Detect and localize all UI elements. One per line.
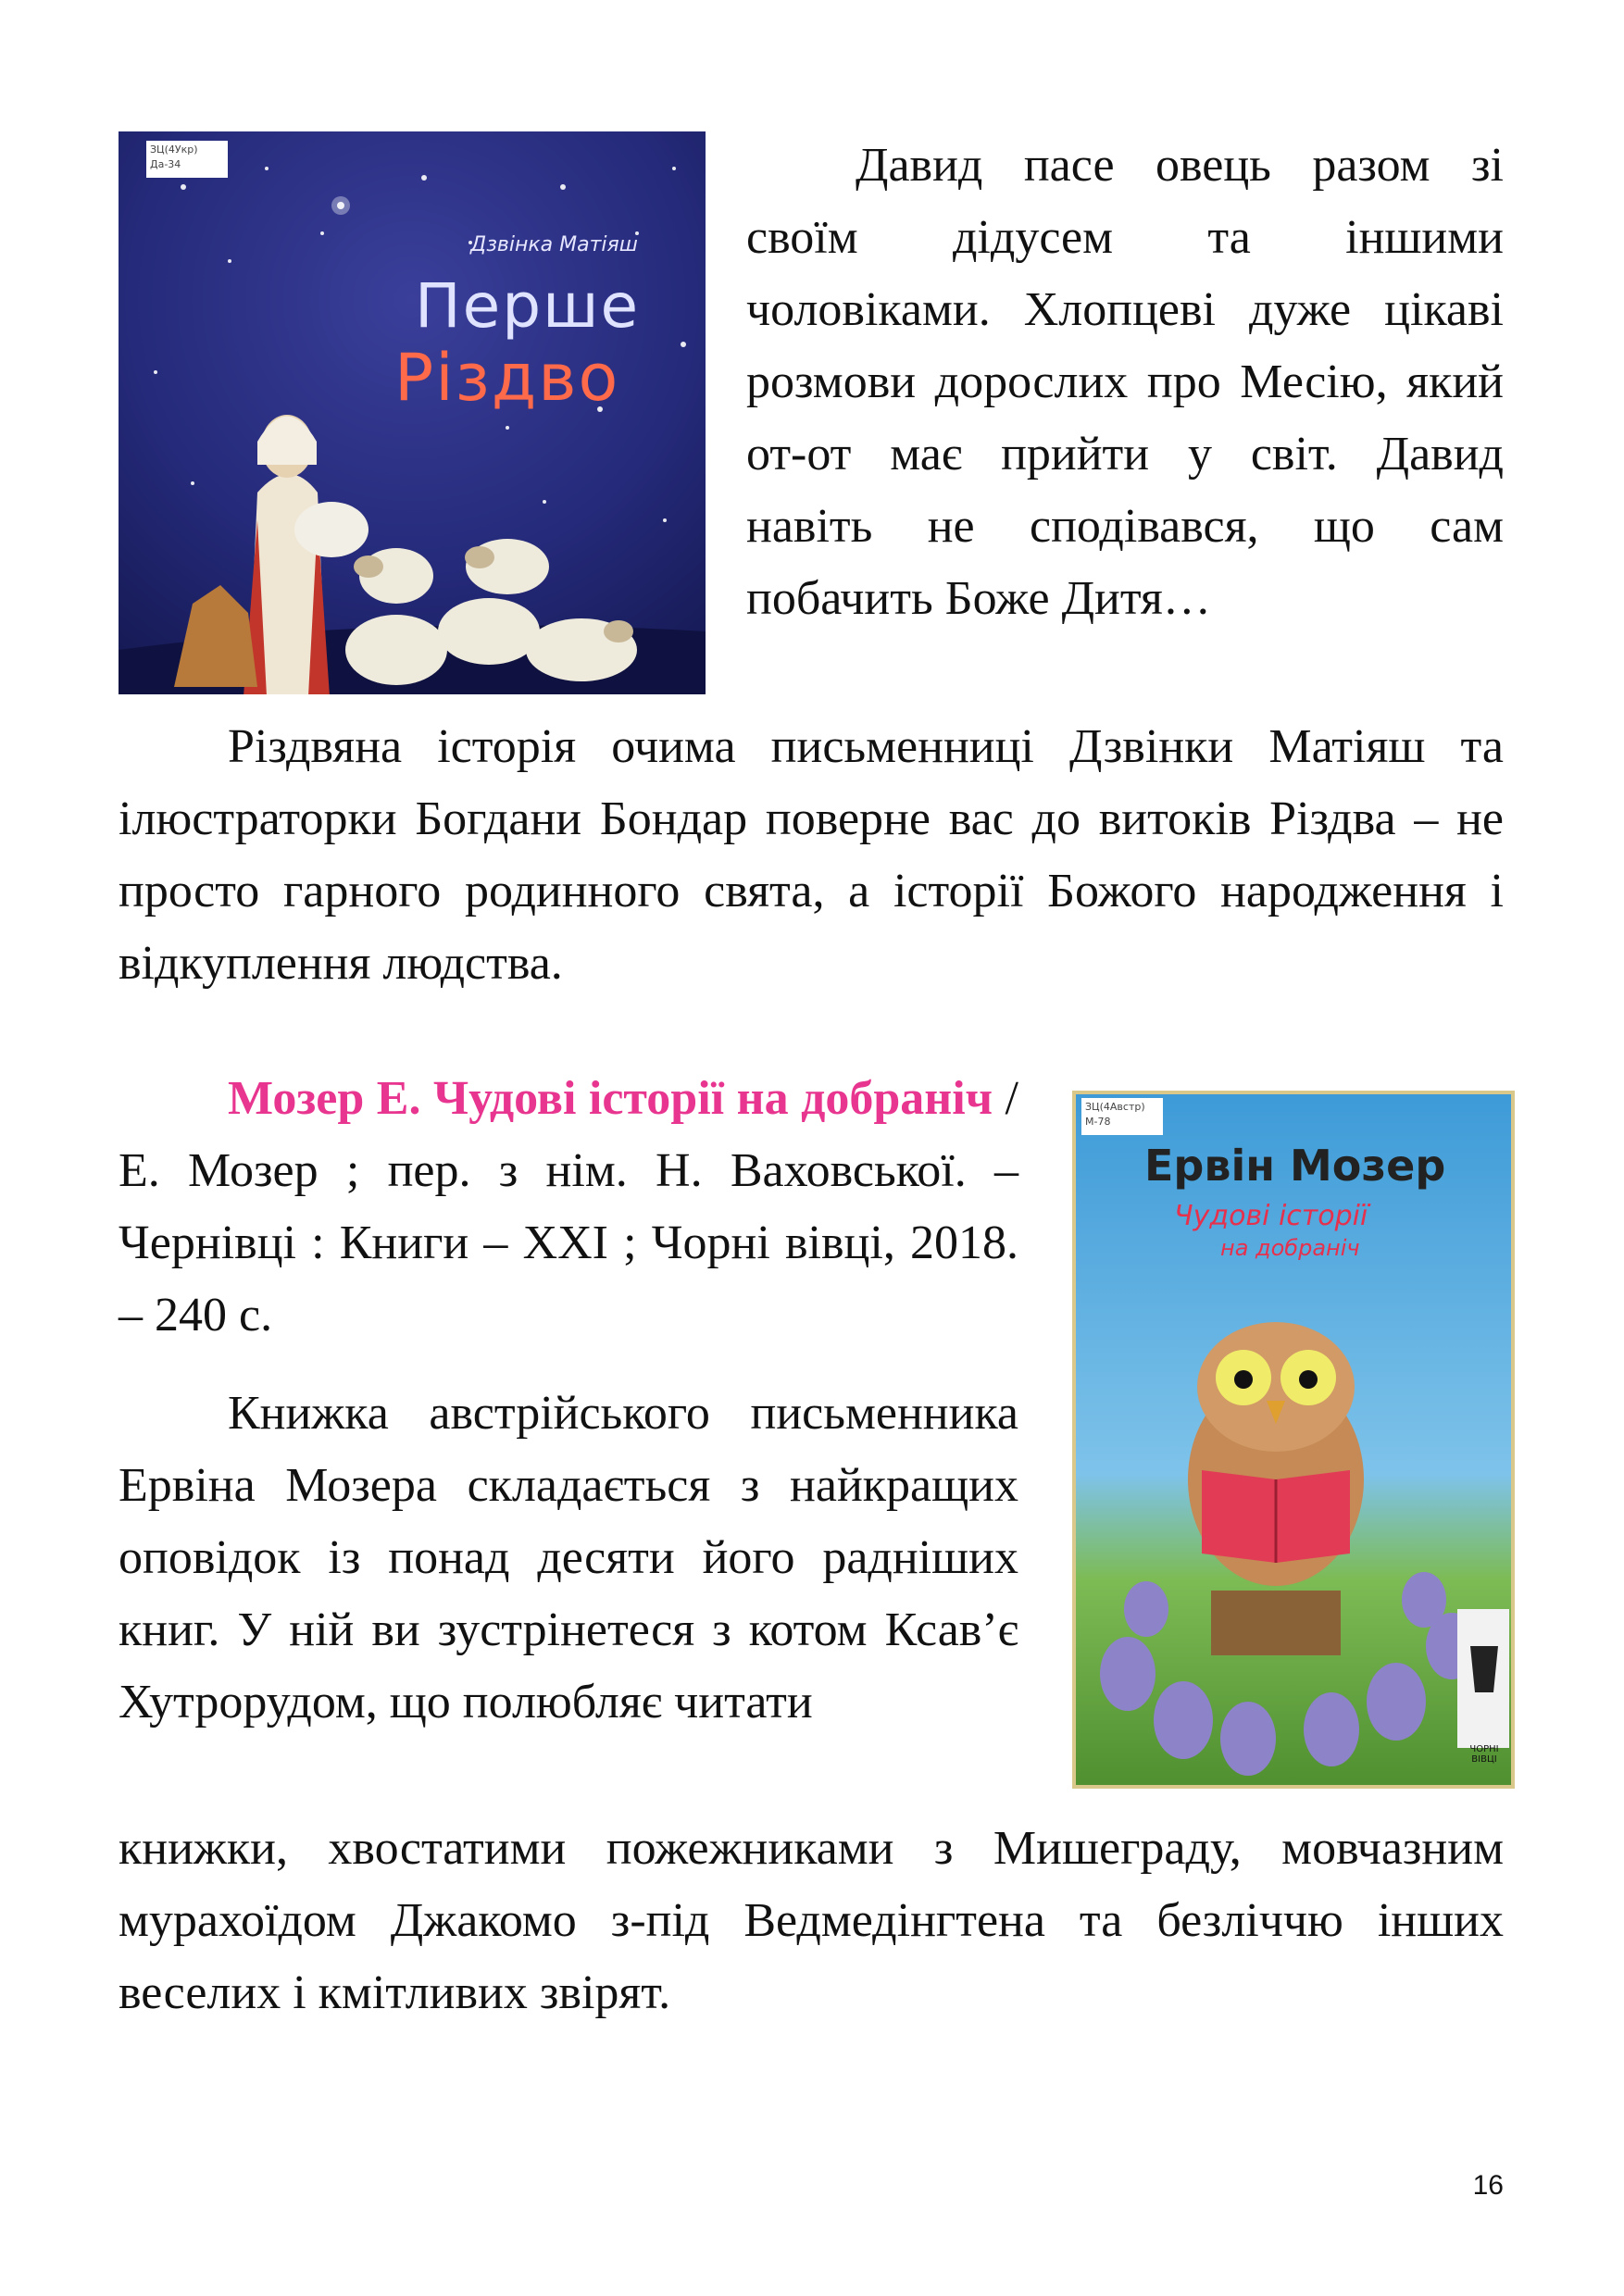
book2-citation-details: / Е. Мозер ; пер. з нім. Н. Ваховської. – Чернівці : Книги – XXI ; Чорні вівці, 2018. – 240 с. bbox=[119, 1072, 1018, 1341]
book1-summary: Давид пасе овець разом зі своїм дідусем та іншими чоловіками. Хлопцеві дуже цікаві розмови дорослих про Месію, який от-от має прийти у світ. Давид навіть не сподівався, що сам побачить Боже Дитя… bbox=[746, 139, 1504, 625]
book2-description-bottom: книжки, хвостатими пожежниками з Мишеграду, мовчазним мурахоїдом Джакомо з-під Ведмедінгтена та безліччю інших веселих і кмітливих звірят. bbox=[119, 1822, 1504, 2019]
book-cover-bedtime-stories bbox=[1072, 1091, 1515, 1789]
book2-description-top: Книжка австрійського письменника Ервіна Мозера складається з найкращих оповідок із понад десяти його радніших книг. У ній ви зустрінетеся з котом Ксав’є Хутрорудом, що полюбляє читати bbox=[119, 1387, 1018, 1728]
book2-title-highlight: Мозер Е. Чудові історії на добраніч bbox=[228, 1072, 993, 1125]
cover2-author: Ервін Мозер bbox=[1144, 1141, 1446, 1191]
library-stamp: ЗЦ(4Укр) Да-34 bbox=[146, 141, 228, 178]
cover-illustration-owl-mice bbox=[1072, 1091, 1515, 1789]
cover-title-line1: Перше bbox=[415, 270, 641, 342]
cover2-publisher: ЧОРНІ ВІВЦІ bbox=[1469, 1744, 1499, 1765]
cover2-title-line2: на добраніч bbox=[1220, 1235, 1360, 1261]
book1-description: Різдвяна історія очима письменниці Дзвінки Матіяш та ілюстраторки Богдани Бондар поверне вас до витоків Різдва – не просто гарного родинного свята, а історії Божого народження і відкуплення людства. bbox=[119, 720, 1504, 990]
cover-title-line2: Різдво bbox=[394, 340, 620, 416]
book2-citation bbox=[119, 1063, 1018, 1352]
page-number: 16 bbox=[1472, 2170, 1504, 2201]
cover2-title-line1: Чудові історії bbox=[1174, 1200, 1368, 1232]
book-cover-first-christmas bbox=[119, 131, 706, 694]
library-stamp-2: ЗЦ(4Австр) М-78 bbox=[1081, 1098, 1163, 1135]
cover-author: Дзвінка Матіяш bbox=[470, 233, 638, 256]
